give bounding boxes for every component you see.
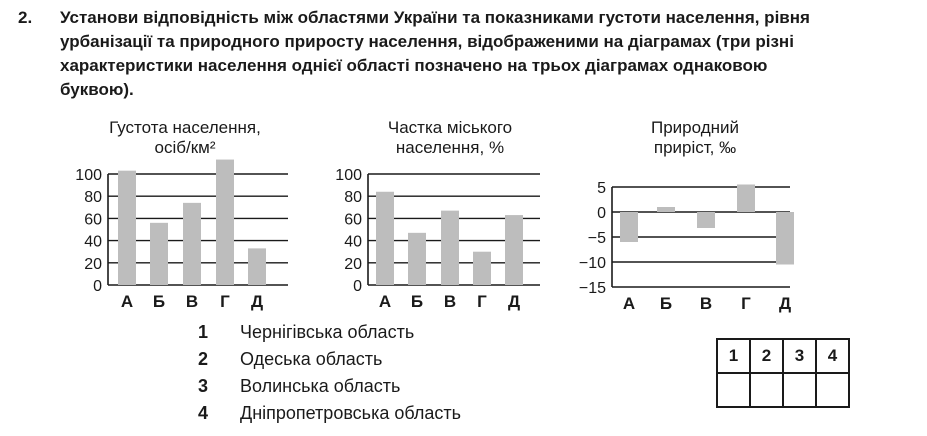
chart-title-line: Природний — [650, 118, 739, 137]
category-label: Б — [659, 294, 673, 313]
category-label: Б — [410, 292, 424, 311]
y-tick-label: 5 — [597, 180, 606, 197]
bar — [441, 211, 459, 285]
chart-title-line: Частка міського — [387, 118, 513, 137]
category-label: А — [378, 292, 392, 311]
y-tick-label: 20 — [344, 255, 362, 273]
option-label: Волинська область — [240, 376, 401, 396]
category-label: А — [120, 292, 134, 311]
y-tick-label: 20 — [84, 255, 102, 273]
option-number: 4 — [198, 403, 209, 423]
bar — [376, 192, 394, 285]
bar — [248, 248, 266, 285]
answer-header-cell: 4 — [816, 339, 849, 373]
category-label: Д — [778, 294, 792, 313]
option-number: 2 — [198, 349, 209, 369]
question-line: Установи відповідність між областями України та показниками густоти населення, рівня — [60, 8, 810, 27]
bar — [183, 203, 201, 285]
bar — [776, 212, 794, 265]
option-label: Дніпропетровська область — [240, 403, 461, 423]
y-tick-label: 100 — [335, 167, 362, 184]
bar — [505, 215, 523, 285]
y-tick-label: 40 — [84, 233, 102, 251]
bar — [657, 207, 675, 212]
category-label: Г — [220, 292, 230, 311]
chart-title-line: населення, % — [395, 138, 505, 157]
category-label: Г — [741, 294, 751, 313]
bar — [408, 233, 426, 285]
question-line: буквою). — [60, 80, 134, 99]
y-tick-label: 0 — [353, 278, 362, 295]
answer-header-row — [717, 339, 849, 373]
category-label: В — [699, 294, 713, 313]
answer-input-row — [717, 373, 849, 407]
answer-cell[interactable] — [783, 373, 816, 407]
bar — [697, 212, 715, 228]
chart-title-line: осіб/км² — [154, 138, 216, 157]
category-label: Б — [152, 292, 166, 311]
category-label: В — [443, 292, 457, 311]
bar — [216, 160, 234, 285]
answer-header-cell: 2 — [750, 339, 783, 373]
y-tick-label: −5 — [587, 230, 606, 247]
y-tick-label: −10 — [578, 255, 606, 272]
category-label: В — [185, 292, 199, 311]
y-tick-label: 40 — [344, 233, 362, 251]
chart-title-line: Густота населення, — [109, 118, 261, 137]
bar — [473, 252, 491, 285]
answer-cell[interactable] — [750, 373, 783, 407]
y-tick-label: 100 — [75, 167, 102, 184]
answer-header-cell: 3 — [783, 339, 816, 373]
question-line: урбанізації та природного приросту населення, відображеними на діаграмах (три різні — [60, 32, 794, 51]
question-number: 2. — [18, 8, 33, 27]
bar — [118, 171, 136, 285]
option-label: Одеська область — [240, 349, 383, 369]
answer-cell[interactable] — [717, 373, 750, 407]
option-number: 3 — [198, 376, 209, 396]
bar — [150, 223, 168, 285]
option-label: Чернігівська область — [240, 322, 415, 342]
category-label: Д — [250, 292, 264, 311]
answer-cell[interactable] — [816, 373, 849, 407]
category-label: А — [622, 294, 636, 313]
y-tick-label: 0 — [597, 205, 606, 222]
category-label: Г — [477, 292, 487, 311]
y-tick-label: −15 — [578, 280, 606, 297]
option-number: 1 — [198, 322, 209, 342]
y-tick-label: 80 — [84, 189, 102, 207]
bar — [737, 185, 755, 213]
bar — [620, 212, 638, 242]
y-tick-label: 0 — [93, 278, 102, 295]
category-label: Д — [507, 292, 521, 311]
answer-header-cell: 1 — [717, 339, 750, 373]
chart-title-line: приріст, ‰ — [653, 138, 737, 157]
answer-table — [716, 338, 850, 408]
y-tick-label: 60 — [344, 211, 362, 229]
y-tick-label: 60 — [84, 211, 102, 229]
y-tick-label: 80 — [344, 189, 362, 207]
question-line: характеристики населення однієї області позначено на трьох діаграмах однаковою — [60, 56, 768, 75]
